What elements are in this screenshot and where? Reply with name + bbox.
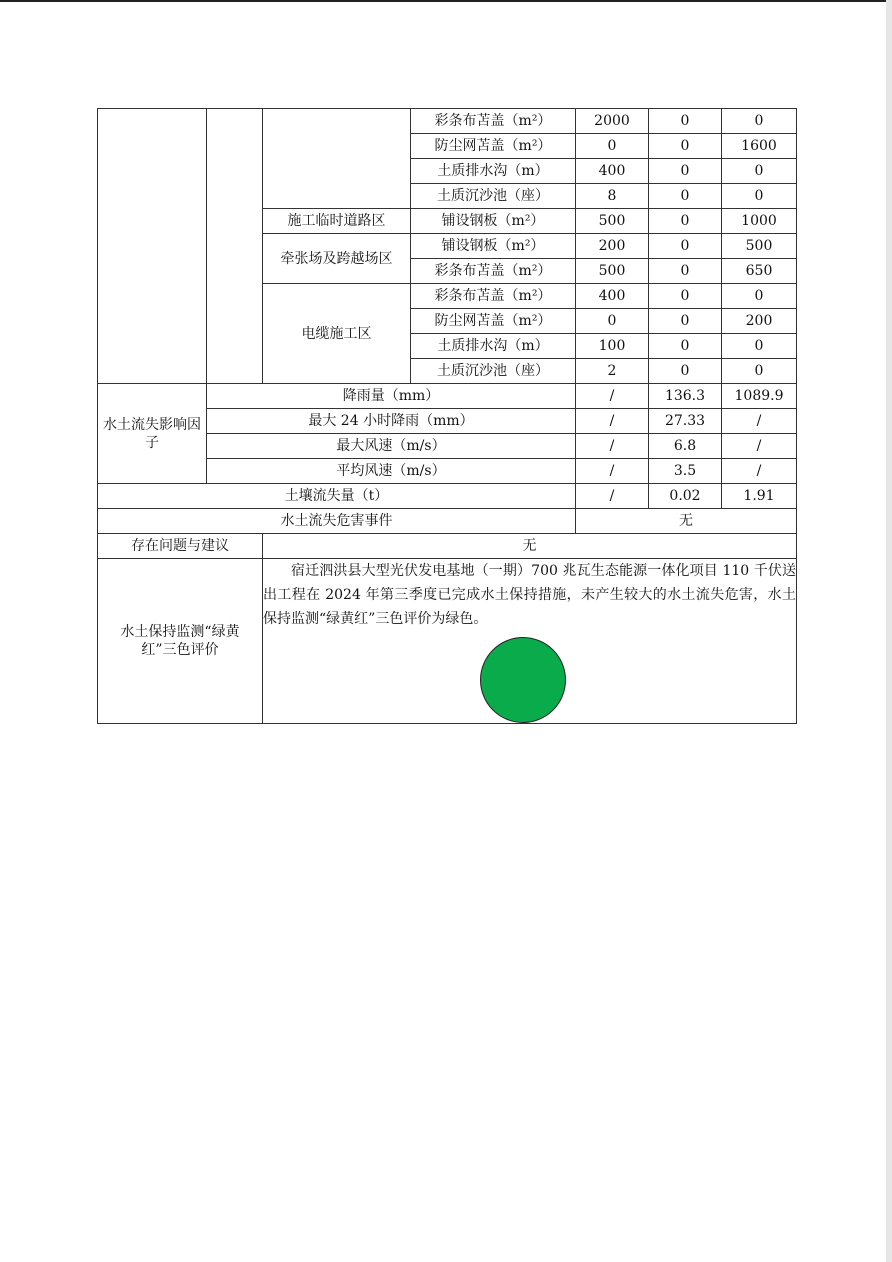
measure-value: 0 (649, 184, 722, 209)
soil-loss-value: / (576, 484, 649, 509)
measure-value: 400 (576, 159, 649, 184)
soil-loss-label: 土壤流失量（t） (98, 484, 576, 509)
hazard-label: 水土流失危害事件 (98, 509, 576, 534)
evaluation-indicator (263, 631, 796, 723)
empty-area-cell (263, 109, 411, 209)
table-row (98, 559, 797, 724)
measure-name: 防尘网苫盖（m²） (411, 134, 576, 159)
area-label: 牵张场及跨越场区 (263, 234, 411, 284)
factor-value: / (576, 434, 649, 459)
measure-value: 1000 (722, 209, 797, 234)
factor-name: 最大 24 小时降雨（mm） (207, 409, 576, 434)
page-edge-shadow (886, 0, 892, 1262)
measure-name: 土质排水沟（m） (411, 159, 576, 184)
soil-loss-value: 0.02 (649, 484, 722, 509)
measure-value: 500 (722, 234, 797, 259)
issues-label: 存在问题与建议 (98, 534, 263, 559)
soil-loss-value: 1.91 (722, 484, 797, 509)
measure-value: 0 (649, 259, 722, 284)
factor-value: / (722, 409, 797, 434)
factor-name: 最大风速（m/s） (207, 434, 576, 459)
area-label: 电缆施工区 (263, 284, 411, 384)
table-row (98, 509, 797, 534)
factor-value: 6.8 (649, 434, 722, 459)
measure-value: 0 (722, 284, 797, 309)
measure-name: 土质沉沙池（座） (411, 184, 576, 209)
evaluation-cell (263, 559, 797, 724)
measure-value: 0 (576, 309, 649, 334)
measure-value: 0 (722, 184, 797, 209)
measure-value: 0 (649, 209, 722, 234)
evaluation-text: 宿迁泗洪县大型光伏发电基地（一期）700 兆瓦生态能源一体化项目 110 千伏送出工程在 2024 年第三季度已完成水土保持措施，未产生较大的水土流失危害，水土保持监测“绿黄红”三色评价为绿色。 (263, 563, 796, 627)
factor-value: 136.3 (649, 384, 722, 409)
factors-label: 水土流失影响因子 (98, 384, 207, 484)
measure-value: 650 (722, 259, 797, 284)
factor-value: 3.5 (649, 459, 722, 484)
measure-value: 0 (649, 234, 722, 259)
measure-value: 2000 (576, 109, 649, 134)
measure-name: 彩条布苫盖（m²） (411, 284, 576, 309)
measure-value: 0 (649, 284, 722, 309)
measure-value: 0 (649, 334, 722, 359)
factor-value: / (576, 384, 649, 409)
table-row (98, 384, 797, 409)
evaluation-label (98, 559, 263, 724)
empty-subcategory-cell (207, 109, 263, 384)
issues-value: 无 (263, 534, 797, 559)
measure-value: 0 (649, 309, 722, 334)
evaluation-label-text: 水土保持监测“绿黄红”三色评价 (120, 624, 240, 658)
page-top-rule (0, 0, 892, 2)
hazard-value: 无 (576, 509, 797, 534)
area-label: 施工临时道路区 (263, 209, 411, 234)
measure-value: 500 (576, 209, 649, 234)
measure-name: 土质沉沙池（座） (411, 359, 576, 384)
measure-value: 0 (649, 134, 722, 159)
measure-value: 0 (649, 159, 722, 184)
measure-name: 彩条布苫盖（m²） (411, 259, 576, 284)
measure-value: 0 (722, 159, 797, 184)
measure-name: 土质排水沟（m） (411, 334, 576, 359)
measure-name: 防尘网苫盖（m²） (411, 309, 576, 334)
table-row (98, 534, 797, 559)
factor-value: / (722, 459, 797, 484)
table-row (98, 484, 797, 509)
measure-value: 400 (576, 284, 649, 309)
table-row (98, 109, 797, 134)
measure-value: 0 (722, 359, 797, 384)
factor-name: 降雨量（mm） (207, 384, 576, 409)
factor-value: / (722, 434, 797, 459)
measure-value: 0 (722, 109, 797, 134)
measure-value: 0 (649, 359, 722, 384)
empty-category-cell (98, 109, 207, 384)
measure-value: 0 (649, 109, 722, 134)
measure-value: 8 (576, 184, 649, 209)
measure-value: 0 (722, 334, 797, 359)
measure-value: 0 (576, 134, 649, 159)
measure-value: 100 (576, 334, 649, 359)
factor-value: 27.33 (649, 409, 722, 434)
measure-value: 1600 (722, 134, 797, 159)
measure-name: 彩条布苫盖（m²） (411, 109, 576, 134)
factor-value: / (576, 459, 649, 484)
measure-value: 500 (576, 259, 649, 284)
measure-value: 2 (576, 359, 649, 384)
factor-value: 1089.9 (722, 384, 797, 409)
measure-name: 铺设钢板（m²） (411, 209, 576, 234)
measure-value: 200 (576, 234, 649, 259)
factor-value: / (576, 409, 649, 434)
green-rating-circle (480, 637, 566, 723)
monitoring-report-table (97, 108, 797, 724)
measure-value: 200 (722, 309, 797, 334)
measure-name: 铺设钢板（m²） (411, 234, 576, 259)
factor-name: 平均风速（m/s） (207, 459, 576, 484)
